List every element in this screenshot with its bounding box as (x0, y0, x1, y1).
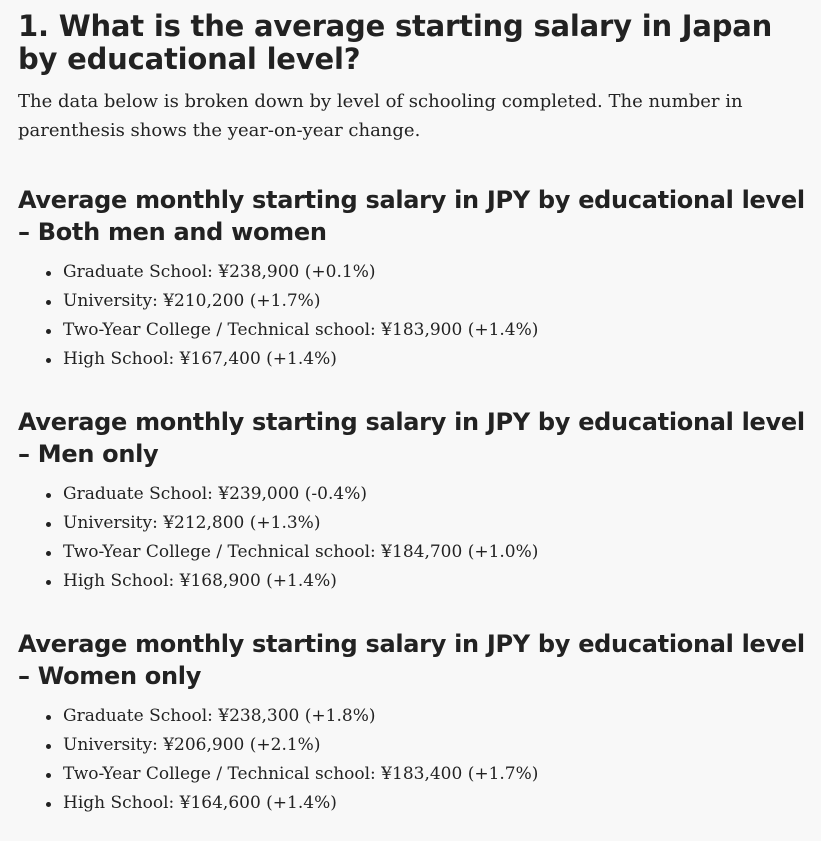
salary-list (18, 258, 821, 374)
list-item: University: ¥212,800 (+1.3%) (63, 509, 821, 538)
list-item: Two-Year College / Technical school: ¥183,400 (+1.7%) (63, 760, 821, 789)
list-item: Graduate School: ¥238,300 (+1.8%) (63, 702, 821, 731)
salary-list (18, 480, 821, 596)
list-item: Graduate School: ¥239,000 (-0.4%) (63, 480, 821, 509)
list-item: University: ¥206,900 (+2.1%) (63, 731, 821, 760)
list-item: Two-Year College / Technical school: ¥183,900 (+1.4%) (63, 316, 821, 345)
article (0, 0, 821, 145)
list-item: University: ¥210,200 (+1.7%) (63, 287, 821, 316)
list-item: High School: ¥167,400 (+1.4%) (63, 345, 821, 374)
section-heading: Average monthly starting salary in JPY by educational level – Women only (18, 630, 805, 690)
list-item: High School: ¥168,900 (+1.4%) (63, 567, 821, 596)
salary-section-women (18, 628, 821, 818)
salary-section-both (18, 184, 821, 374)
salary-section-men (18, 406, 821, 596)
list-item: Graduate School: ¥238,900 (+0.1%) (63, 258, 821, 287)
list-item: Two-Year College / Technical school: ¥184,700 (+1.0%) (63, 538, 821, 567)
list-item: High School: ¥164,600 (+1.4%) (63, 789, 821, 818)
section-heading: Average monthly starting salary in JPY by educational level – Both men and women (18, 186, 805, 246)
intro-paragraph: The data below is broken down by level of schooling completed. The number in parenthesis shows the year-on-year change. (18, 91, 743, 141)
section-heading: Average monthly starting salary in JPY by educational level – Men only (18, 408, 805, 468)
page-title: 1. What is the average starting salary in Japan by educational level? (18, 9, 773, 76)
salary-list (18, 702, 821, 818)
